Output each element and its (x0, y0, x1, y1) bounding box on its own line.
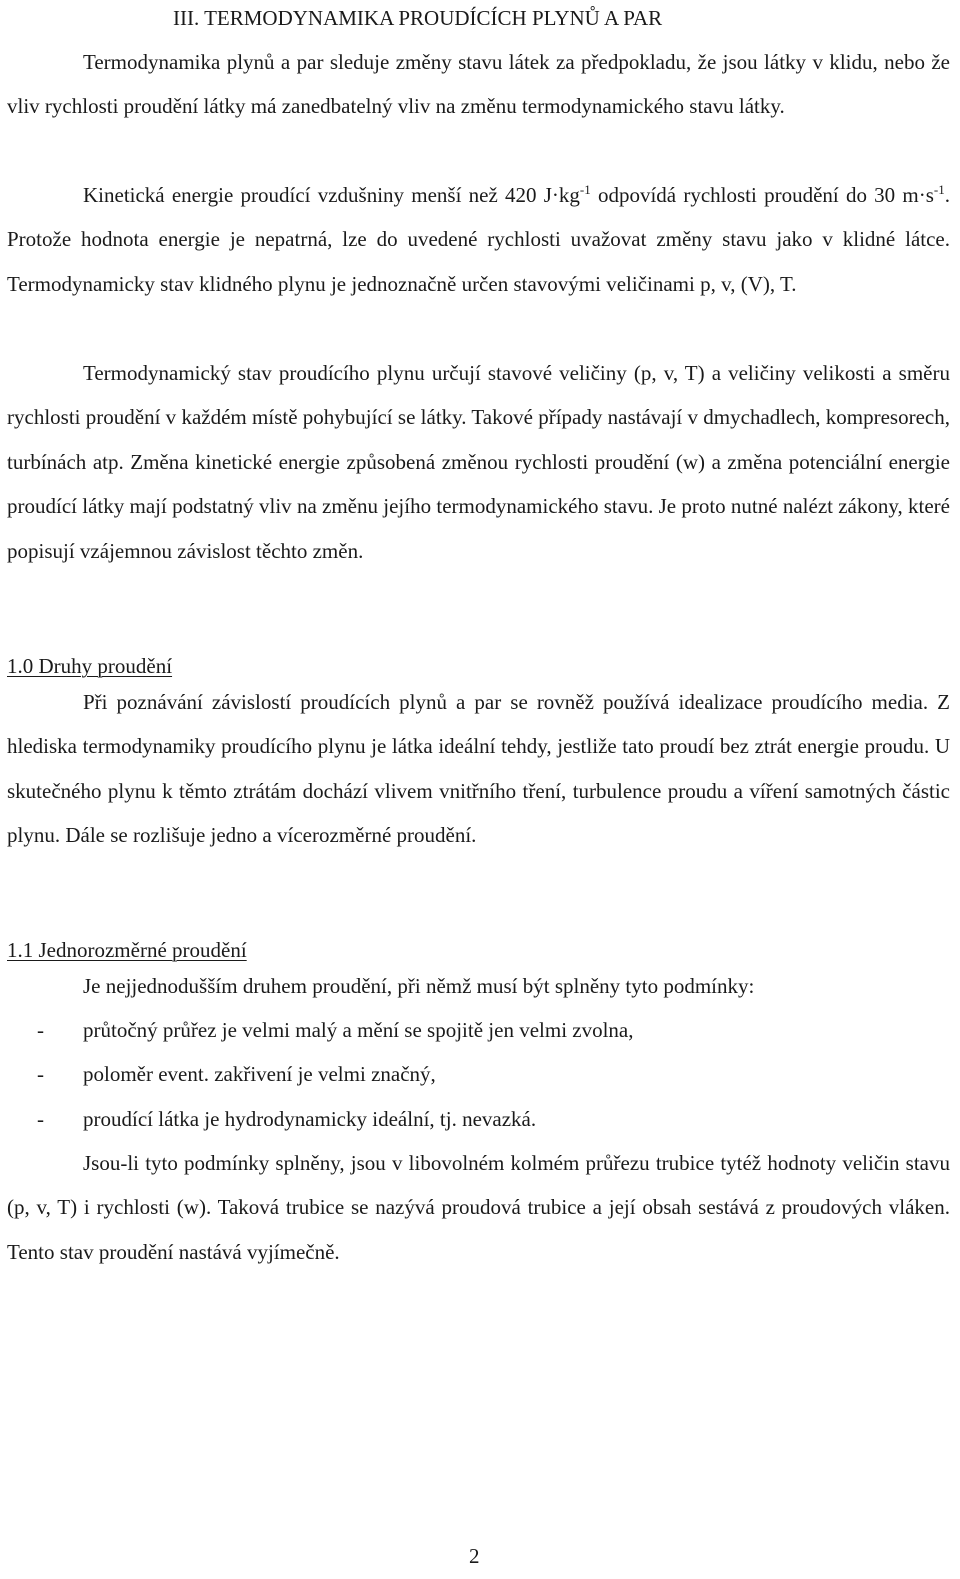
paragraph-flow-state (7, 351, 950, 573)
page-number: 2 (469, 1544, 480, 1568)
conditions-list (7, 1008, 950, 1141)
text-segment: Kinetická energie proudící vzdušniny menší než 420 J·kg (83, 183, 580, 207)
paragraph-kinetic-energy (7, 173, 950, 306)
paragraph-stream-tube (7, 1141, 950, 1274)
section-heading-1-0: 1.0 Druhy proudění (7, 654, 173, 678)
chapter-title: III. TERMODYNAMIKA PROUDÍCÍCH PLYNŮ A PAR (173, 6, 663, 30)
paragraph-text: Termodynamický stav proudícího plynu určují stavové veličiny (p, v, T) a veličiny velikosti a směru rychlosti proudění v každém místě pohybující se látky. Takové případy nastávají v dmychadlech, kompresorech, turbínách atp. Změna kinetické energie způsobená změnou rychlosti proudění (w) a změna potenciální energie proudící látky mají podstatný vliv na změnu jejího termodynamického stavu. Je proto nutné nalézt zákony, které popisují vzájemnou závislost těchto změn. (7, 361, 950, 563)
list-item: - průtočný průřez je velmi malý a mění se spojitě jen velmi zvolna, (7, 1008, 950, 1052)
paragraph-text: Při poznávání závislostí proudících plynů a par se rovněž používá idealizace proudícího media. Z hlediska termodynamiky proudícího plynu je látka ideální tehdy, jestliže tato proudí bez ztrát energie proudu. U skutečného plynu k těmto ztrátám dochází vlivem vnitřního tření, turbulence proudu a víření samotných částic plynu. Dále se rozlišuje jedno a vícerozměrné proudění. (7, 690, 950, 848)
section-heading-1-1: 1.1 Jednorozměrné proudění (7, 938, 247, 962)
paragraph-intro (7, 40, 950, 129)
text-segment: . Protože hodnota energie je nepatrná, lze do uvedené rychlosti uvažovat změny stavu jako v klidné látce. Termodynamicky stav klidného plynu je jednoznačně určen stavovými veličinami p, v, (V), T. (7, 183, 950, 296)
paragraph-text: Je nejjednodušším druhem proudění, při němž musí být splněny tyto podmínky: (83, 974, 755, 998)
list-dash: - (37, 1018, 44, 1042)
list-item: - proudící látka je hydrodynamicky ideální, tj. nevazká. (7, 1097, 950, 1141)
superscript: -1 (579, 182, 591, 197)
text-segment: odpovídá rychlosti proudění do 30 m·s (590, 183, 934, 207)
list-dash: - (37, 1106, 44, 1131)
list-dash: - (37, 1062, 44, 1087)
paragraph-text: Jsou-li tyto podmínky splněny, jsou v libovolném kolmém průřezu trubice tytéž hodnoty veličin stavu (p, v, T) i rychlosti (w). Taková trubice se nazývá proudová trubice a její obsah sestává z proudových vláken. Tento stav proudění nastává vyjímečně. (7, 1151, 950, 1264)
superscript: -1 (933, 182, 945, 197)
paragraph-text: Termodynamika plynů a par sleduje změny stavu látek za předpokladu, že jsou látky v klidu, nebo že vliv rychlosti proudění látky má zanedbatelný vliv na změnu termodynamického stavu látky. (7, 50, 950, 119)
list-item: - poloměr event. zakřivení je velmi značný, (7, 1052, 950, 1096)
paragraph-idealization (7, 680, 950, 858)
paragraph-conditions-intro (7, 964, 950, 1008)
